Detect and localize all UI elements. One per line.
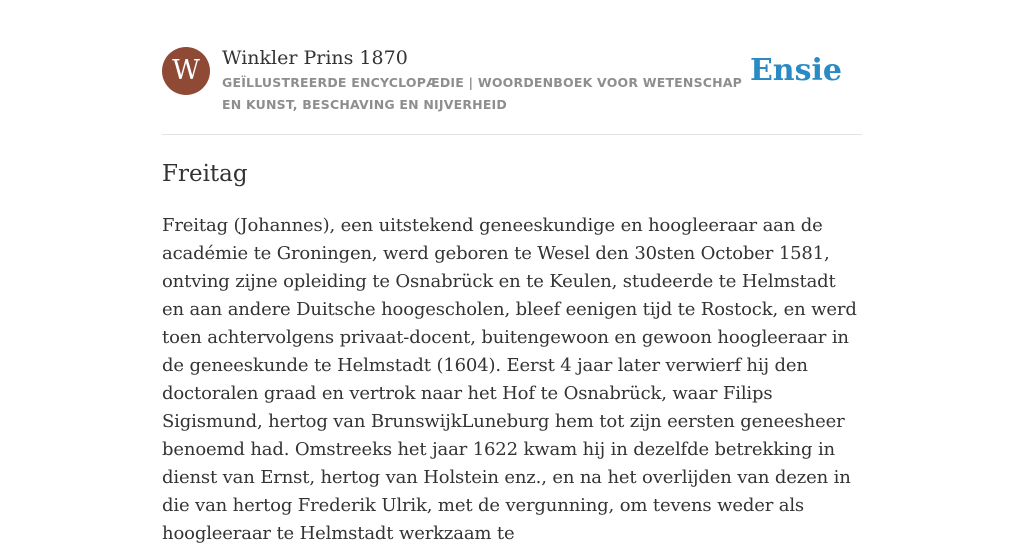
entry-body: Freitag (Johannes), een uitstekend geneeskundige en hoogleeraar aan de académie te Groningen, werd geboren te Wesel den 30sten October 1581, ontving zijne opleiding te Osnabrück en te Keulen, studeerde te Helmstadt en aan andere Duitsche hoogescholen, bleef eenigen tijd te Rostock, en werd toen achtervolgens privaat-docent, buitengewoon en gewoon hoogleeraar in de geneeskunde te Helmstadt (1604). Eerst 4 jaar later verwierf hij den doctoralen graad en vertrok naar het Hof te Osnabrück, waar Filips Sigismund, hertog van BrunswijkLuneburg hem tot zijn eersten geneesheer benoemd had. Omstreeks het jaar 1622 kwam hij in dezelfde betrekking in dienst van Ernst, hertog van Holstein enz., en na het overlijden van dezen in die van hertog Frederik Ulrik, met de vergunning, om tevens weder als hoogleeraar te Helmstadt werkzaam te: [162, 215, 857, 544]
ensie-logo-link[interactable]: Ensie: [749, 53, 842, 88]
source-title[interactable]: Winkler Prins 1870: [222, 47, 408, 69]
source-header: [162, 45, 862, 135]
entry-title: Freitag: [162, 161, 248, 187]
source-avatar[interactable]: W: [162, 47, 210, 95]
source-subtitle: GEÏLLUSTREERDE ENCYCLOPÆDIE | WOORDENBOEK VOOR WETENSCHAP EN KUNST, BESCHAVING EN NIJVERHEID: [222, 75, 743, 112]
